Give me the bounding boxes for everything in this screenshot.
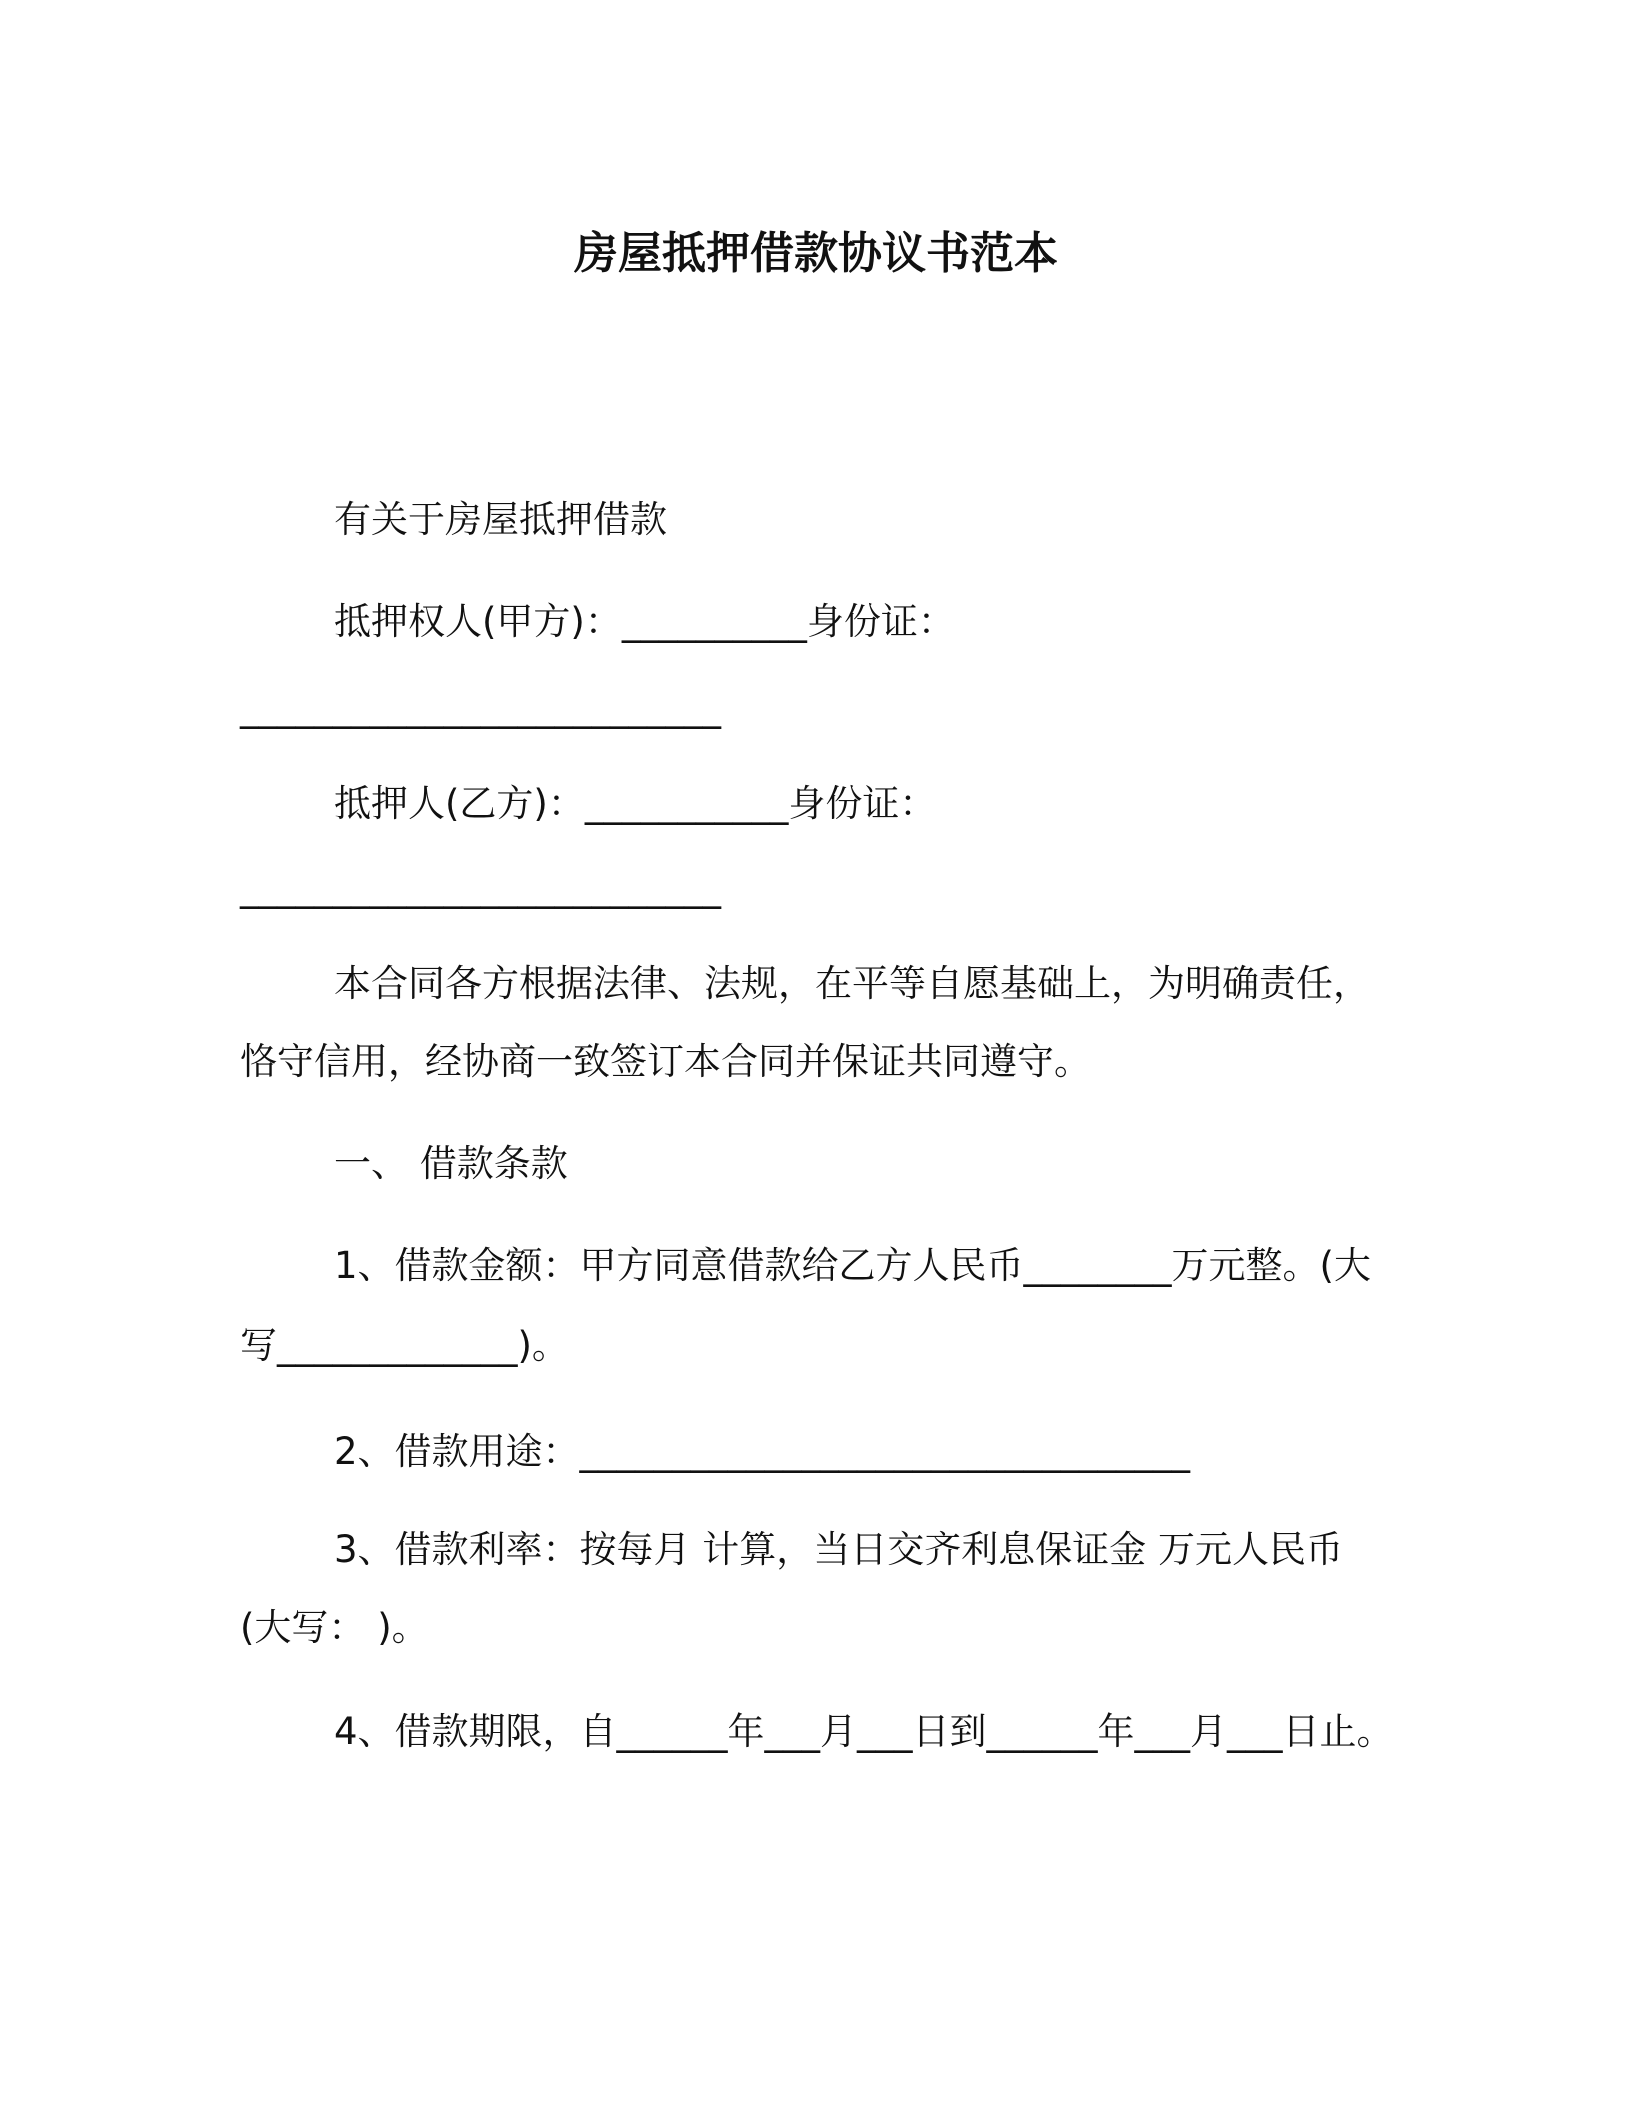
clause-1-line-2: 写_____________)。 — [240, 1324, 569, 1367]
mortgagor-id-blank: __________________________ — [240, 866, 721, 909]
mortgagor-line: 抵押人(乙方)：___________身份证： — [334, 782, 937, 825]
document-title: 房屋抵押借款协议书范本 — [574, 228, 1058, 279]
preamble-line-1: 本合同各方根据法律、法规，在平等自愿基础上，为明确责任， — [334, 962, 1370, 1005]
mortgagee-id-blank: __________________________ — [240, 686, 721, 729]
clause-4: 4、借款期限，自______年___月___日到______年___月___日止。 — [334, 1710, 1394, 1753]
preamble-line-2: 恪守信用，经协商一致签订本合同并保证共同遵守。 — [240, 1040, 1091, 1083]
clause-3-line-1: 3、借款利率：按每月 计算，当日交齐利息保证金 万元人民币 — [334, 1528, 1344, 1571]
mortgagee-line: 抵押权人(甲方)：__________身份证： — [334, 600, 955, 643]
clause-1-line-1: 1、借款金额：甲方同意借款给乙方人民币________万元整。(大 — [334, 1244, 1371, 1287]
intro-line: 有关于房屋抵押借款 — [334, 498, 667, 541]
section-heading: 一、 借款条款 — [334, 1142, 568, 1185]
clause-2: 2、借款用途：_________________________________ — [334, 1430, 1191, 1473]
clause-3-line-2: (大写： )。 — [240, 1606, 429, 1649]
